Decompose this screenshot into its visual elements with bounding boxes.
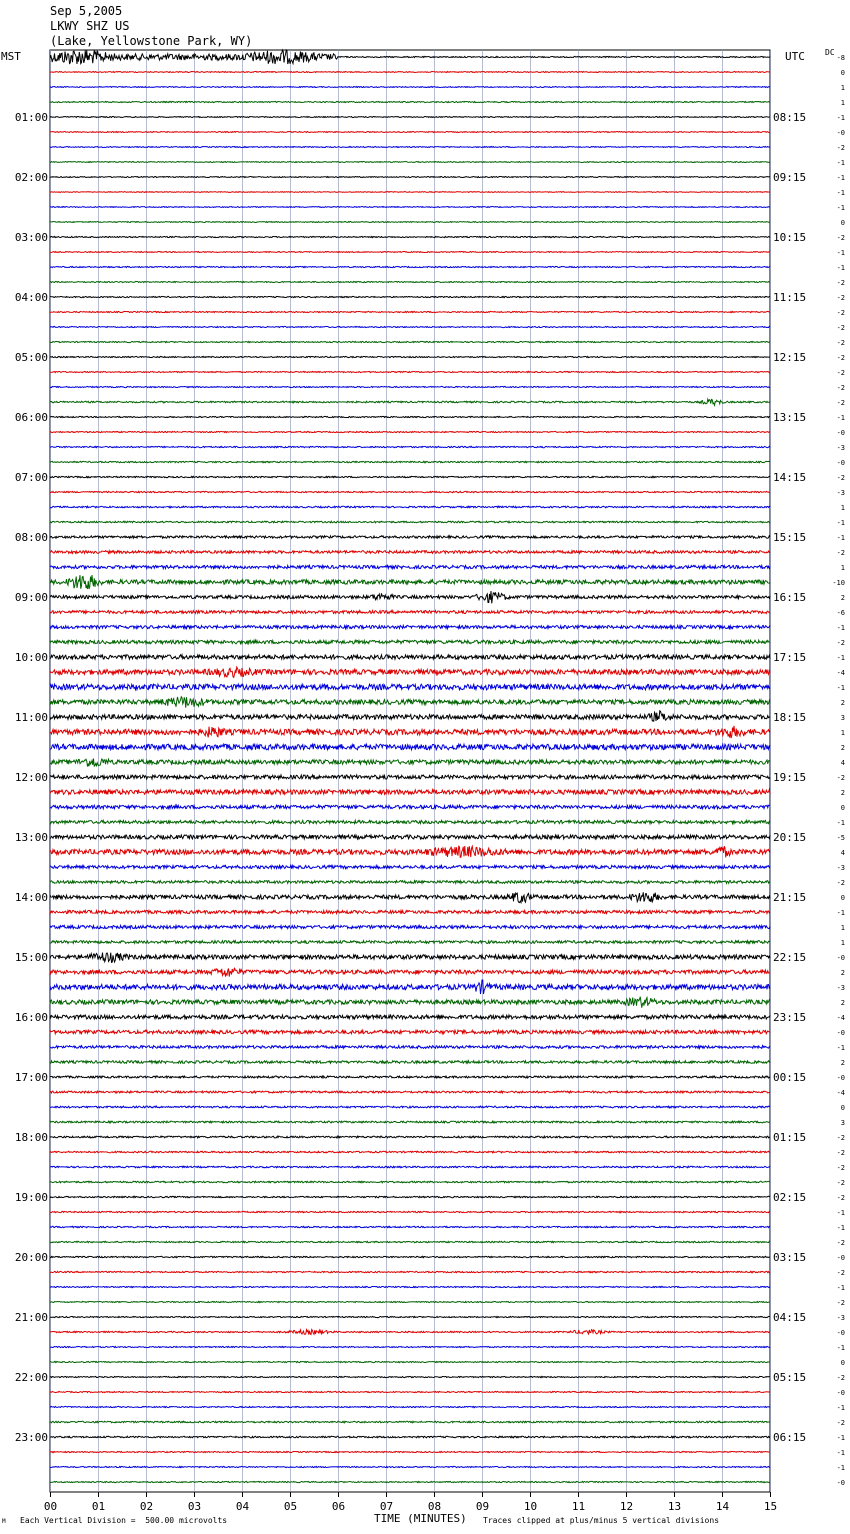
utc-hour-label: 17:15 <box>773 651 807 664</box>
x-tick-label: 13 <box>667 1500 682 1513</box>
mst-hour-label: 17:00 <box>14 1071 48 1084</box>
trace-line <box>50 1061 770 1064</box>
dc-offset-value: -2 <box>836 309 845 317</box>
dc-offset-value: -0 <box>836 129 845 137</box>
dc-offset-value: -2 <box>836 879 845 887</box>
dc-offset-value: -10 <box>832 579 845 587</box>
trace-line <box>50 236 770 237</box>
dc-offset-value: 1 <box>840 924 845 932</box>
scale-note: Each Vertical Division = 500.00 microvolts <box>20 1516 228 1525</box>
utc-hour-label: 01:15 <box>773 1131 807 1144</box>
dc-offset-value: 3 <box>840 1119 845 1127</box>
trace-line <box>50 1406 770 1407</box>
trace-line <box>50 1196 770 1197</box>
dc-offset-value: -2 <box>836 384 845 392</box>
mst-hour-label: 15:00 <box>14 951 48 964</box>
trace-line <box>50 980 770 994</box>
header-station: LKWY SHZ US <box>50 19 130 33</box>
x-tick-label: 00 <box>43 1500 58 1513</box>
dc-offset-value: 1 <box>840 729 845 737</box>
trace-line <box>50 655 770 659</box>
dc-offset-value: -0 <box>836 1479 845 1487</box>
x-tick-label: 15 <box>763 1500 778 1513</box>
dc-offset-value: -0 <box>836 1329 845 1337</box>
dc-offset-value: 2 <box>840 999 845 1007</box>
trace-line <box>50 461 770 462</box>
left-timezone-label: MST <box>1 50 21 63</box>
trace-line <box>50 1015 770 1019</box>
utc-hour-label: 16:15 <box>773 591 807 604</box>
trace-line <box>50 252 770 253</box>
dc-offset-value: -1 <box>836 684 845 692</box>
trace-line <box>50 1030 770 1034</box>
dc-offset-value: -1 <box>836 174 845 182</box>
trace-line <box>50 925 770 928</box>
mst-hour-label: 06:00 <box>14 411 48 424</box>
dc-offset-value: -2 <box>836 339 845 347</box>
trace-line <box>50 1376 770 1377</box>
trace-line <box>50 1211 770 1212</box>
dc-offset-value: 2 <box>840 699 845 707</box>
dc-offset-value: -1 <box>836 264 845 272</box>
dc-offset-value: 2 <box>840 789 845 797</box>
mst-hour-label: 22:00 <box>14 1371 48 1384</box>
mst-hour-label: 05:00 <box>14 351 48 364</box>
x-tick-label: 04 <box>235 1500 250 1513</box>
dc-offset-value: -2 <box>836 1239 845 1247</box>
dc-offset-value: -2 <box>836 774 845 782</box>
trace-line <box>50 281 770 282</box>
trace-line <box>50 711 770 721</box>
trace-line <box>50 1076 770 1078</box>
trace-line <box>50 177 770 178</box>
trace-line <box>50 1106 770 1108</box>
dc-offset-value: -2 <box>836 1134 845 1142</box>
trace-line <box>50 805 770 809</box>
dc-offset-value: -1 <box>836 519 845 527</box>
utc-hour-label: 00:15 <box>773 1071 807 1084</box>
dc-offset-value: -2 <box>836 1419 845 1427</box>
x-tick-label: 12 <box>619 1500 634 1513</box>
dc-offset-value: -2 <box>836 1179 845 1187</box>
trace-line <box>50 1241 770 1242</box>
trace-line <box>50 775 770 779</box>
dc-offset-value: -2 <box>836 399 845 407</box>
dc-offset-value: -0 <box>836 1254 845 1262</box>
dc-offset-value: -1 <box>836 1044 845 1052</box>
trace-line <box>50 892 770 902</box>
mst-hour-label: 11:00 <box>14 711 48 724</box>
trace-line <box>50 1436 770 1438</box>
trace-line <box>50 1361 770 1362</box>
dc-offset-value: -4 <box>836 1014 845 1022</box>
dc-offset-value: -1 <box>836 819 845 827</box>
trace-line <box>50 1166 770 1168</box>
dc-label: DC <box>825 48 835 57</box>
trace-line <box>50 416 770 417</box>
trace-line <box>50 1330 770 1335</box>
trace-line <box>50 1046 770 1049</box>
mst-hour-label: 14:00 <box>14 891 48 904</box>
trace-line <box>50 551 770 554</box>
dc-offset-value: 0 <box>840 219 845 227</box>
utc-hour-label: 18:15 <box>773 711 807 724</box>
dc-offset-value: -6 <box>836 609 845 617</box>
dc-offset-value: -8 <box>836 54 845 62</box>
time-axis <box>44 1492 777 1513</box>
dc-offset-value: -2 <box>836 144 845 152</box>
dc-offset-value: -1 <box>836 909 845 917</box>
trace-line <box>50 1271 770 1272</box>
dc-offset-value: 1 <box>840 939 845 947</box>
trace-line <box>50 881 770 884</box>
dc-offset-value: 3 <box>840 714 845 722</box>
dc-offset-value: -0 <box>836 459 845 467</box>
dc-offset-value: -0 <box>836 954 845 962</box>
dc-offset-value: 2 <box>840 969 845 977</box>
dc-offset-value: -0 <box>836 1029 845 1037</box>
trace-line <box>50 117 770 118</box>
trace-line <box>50 697 770 708</box>
dc-offset-value: 1 <box>840 564 845 572</box>
trace-line <box>50 536 770 538</box>
trace-line <box>50 726 770 738</box>
trace-line <box>50 591 770 603</box>
trace-line <box>50 1136 770 1138</box>
utc-hour-label: 06:15 <box>773 1431 807 1444</box>
dc-offset-value: 4 <box>840 759 845 767</box>
utc-hour-label: 08:15 <box>773 111 807 124</box>
dc-offset-value: -4 <box>836 1089 845 1097</box>
trace-line <box>50 491 770 492</box>
trace-line <box>50 341 770 342</box>
trace-line <box>50 625 770 628</box>
dc-offset-value: -2 <box>836 324 845 332</box>
dc-offset-value: -1 <box>836 1464 845 1472</box>
mst-hour-label: 04:00 <box>14 291 48 304</box>
trace-line <box>50 1391 770 1392</box>
mst-hour-label: 08:00 <box>14 531 48 544</box>
dc-offset-value: -1 <box>836 534 845 542</box>
dc-offset-value: -2 <box>836 1194 845 1202</box>
x-axis-title: TIME (MINUTES) <box>374 1512 467 1525</box>
trace-line <box>50 1151 770 1153</box>
trace-line <box>50 565 770 568</box>
trace-line <box>50 846 770 857</box>
x-tick-label: 14 <box>715 1500 730 1513</box>
mst-hour-label: 07:00 <box>14 471 48 484</box>
mst-hour-label: 10:00 <box>14 651 48 664</box>
x-tick-label: 06 <box>331 1500 346 1513</box>
trace-line <box>50 759 770 767</box>
trace-line <box>50 521 770 523</box>
mst-hour-label: 03:00 <box>14 231 48 244</box>
dc-offset-value: -2 <box>836 549 845 557</box>
trace-line <box>50 941 770 944</box>
dc-offset-value: -4 <box>836 669 845 677</box>
dc-offset-value: -2 <box>836 1374 845 1382</box>
trace-line <box>50 1466 770 1467</box>
utc-hour-label: 19:15 <box>773 771 807 784</box>
utc-hour-label: 02:15 <box>773 1191 807 1204</box>
dc-offset-value: 2 <box>840 1059 845 1067</box>
dc-offset-value: -1 <box>836 189 845 197</box>
x-tick-label: 11 <box>571 1500 586 1513</box>
trace-line <box>50 953 770 963</box>
dc-offset-value: -0 <box>836 429 845 437</box>
utc-hour-label: 21:15 <box>773 891 807 904</box>
dc-offset-value: -1 <box>836 414 845 422</box>
trace-line <box>50 1346 770 1347</box>
trace-line <box>50 611 770 614</box>
trace-line <box>50 1481 770 1482</box>
dc-offset-value: -1 <box>836 1209 845 1217</box>
header-date: Sep 5,2005 <box>50 4 123 18</box>
corner-mark: M <box>2 1518 6 1525</box>
seismic-traces <box>50 50 770 1483</box>
mst-hour-label: 16:00 <box>14 1011 48 1024</box>
mst-hour-label: 21:00 <box>14 1311 48 1324</box>
trace-line <box>50 476 770 477</box>
trace-line <box>50 101 770 102</box>
trace-line <box>50 266 770 267</box>
utc-hour-label: 22:15 <box>773 951 807 964</box>
trace-line <box>50 50 770 64</box>
dc-offset-value: -2 <box>836 294 845 302</box>
dc-offset-value: -5 <box>836 834 845 842</box>
trace-line <box>50 1421 770 1423</box>
trace-line <box>50 667 770 677</box>
dc-offset-value: 1 <box>840 504 845 512</box>
dc-offset-value: -2 <box>836 279 845 287</box>
utc-hour-label: 23:15 <box>773 1011 807 1024</box>
trace-line <box>50 506 770 508</box>
trace-line <box>50 1451 770 1452</box>
trace-line <box>50 1301 770 1302</box>
trace-line <box>50 1121 770 1123</box>
trace-line <box>50 311 770 312</box>
trace-line <box>50 790 770 795</box>
dc-offset-value: -0 <box>836 1074 845 1082</box>
trace-line <box>50 1256 770 1257</box>
dc-offset-value: -3 <box>836 864 845 872</box>
trace-line <box>50 575 770 589</box>
trace-line <box>50 820 770 823</box>
utc-hour-label: 04:15 <box>773 1311 807 1324</box>
dc-offset-labels <box>832 54 845 1487</box>
dc-offset-value: 2 <box>840 594 845 602</box>
trace-line <box>50 431 770 432</box>
trace-line <box>50 207 770 208</box>
utc-hour-label: 15:15 <box>773 531 807 544</box>
mst-hour-label: 01:00 <box>14 111 48 124</box>
dc-offset-value: -2 <box>836 369 845 377</box>
dc-offset-value: -1 <box>836 654 845 662</box>
utc-hour-label: 14:15 <box>773 471 807 484</box>
dc-offset-value: -1 <box>836 624 845 632</box>
dc-offset-value: 1 <box>840 99 845 107</box>
x-tick-label: 10 <box>523 1500 538 1513</box>
trace-line <box>50 192 770 193</box>
dc-offset-value: 1 <box>840 84 845 92</box>
trace-line <box>50 835 770 839</box>
dc-offset-value: 0 <box>840 894 845 902</box>
utc-hour-label: 03:15 <box>773 1251 807 1264</box>
x-tick-label: 02 <box>139 1500 154 1513</box>
trace-line <box>50 640 770 644</box>
trace-line <box>50 399 770 405</box>
mst-hour-label: 18:00 <box>14 1131 48 1144</box>
trace-line <box>50 968 770 977</box>
trace-line <box>50 1316 770 1317</box>
x-tick-label: 07 <box>379 1500 394 1513</box>
dc-offset-value: -2 <box>836 474 845 482</box>
x-tick-label: 01 <box>91 1500 106 1513</box>
utc-hour-label: 20:15 <box>773 831 807 844</box>
trace-line <box>50 87 770 88</box>
dc-offset-value: -2 <box>836 234 845 242</box>
dc-offset-value: -2 <box>836 1299 845 1307</box>
trace-line <box>50 326 770 327</box>
dc-offset-value: -1 <box>836 114 845 122</box>
trace-line <box>50 446 770 447</box>
trace-line <box>50 132 770 133</box>
utc-hour-label: 05:15 <box>773 1371 807 1384</box>
dc-offset-value: -1 <box>836 159 845 167</box>
trace-line <box>50 386 770 387</box>
trace-line <box>50 1181 770 1183</box>
trace-line <box>50 997 770 1008</box>
mst-hour-label: 02:00 <box>14 171 48 184</box>
mst-hour-label: 09:00 <box>14 591 48 604</box>
dc-offset-value: 0 <box>840 69 845 77</box>
x-tick-label: 08 <box>427 1500 442 1513</box>
utc-hour-label: 13:15 <box>773 411 807 424</box>
mst-hour-label: 13:00 <box>14 831 48 844</box>
trace-line <box>50 147 770 148</box>
trace-line <box>50 222 770 223</box>
dc-offset-value: -1 <box>836 1434 845 1442</box>
trace-line <box>50 371 770 372</box>
dc-offset-value: -2 <box>836 639 845 647</box>
dc-offset-value: -1 <box>836 1449 845 1457</box>
dc-offset-value: -3 <box>836 1314 845 1322</box>
right-timezone-label: UTC <box>785 50 805 63</box>
dc-offset-value: 2 <box>840 744 845 752</box>
dc-offset-value: -2 <box>836 1269 845 1277</box>
utc-hour-label: 11:15 <box>773 291 807 304</box>
dc-offset-value: -1 <box>836 1404 845 1412</box>
trace-line <box>50 684 770 690</box>
trace-line <box>50 72 770 73</box>
mst-hour-label: 20:00 <box>14 1251 48 1264</box>
trace-line <box>50 865 770 868</box>
dc-offset-value: -3 <box>836 489 845 497</box>
dc-offset-value: -2 <box>836 1149 845 1157</box>
trace-line <box>50 1286 770 1287</box>
dc-offset-value: -1 <box>836 1224 845 1232</box>
header-location: (Lake, Yellowstone Park, WY) <box>50 34 253 48</box>
dc-offset-value: -1 <box>836 1284 845 1292</box>
dc-offset-value: 4 <box>840 849 845 857</box>
dc-offset-value: 0 <box>840 1104 845 1112</box>
dc-offset-value: 0 <box>840 1359 845 1367</box>
dc-offset-value: -0 <box>836 1389 845 1397</box>
dc-offset-value: -1 <box>836 1344 845 1352</box>
dc-offset-value: -2 <box>836 1164 845 1172</box>
dc-offset-value: -3 <box>836 444 845 452</box>
x-tick-label: 09 <box>475 1500 490 1513</box>
dc-offset-value: -2 <box>836 354 845 362</box>
dc-offset-value: -1 <box>836 204 845 212</box>
utc-hour-label: 12:15 <box>773 351 807 364</box>
x-tick-label: 05 <box>283 1500 298 1513</box>
trace-line <box>50 296 770 297</box>
trace-line <box>50 910 770 913</box>
trace-line <box>50 1226 770 1227</box>
utc-hour-label: 10:15 <box>773 231 807 244</box>
trace-line <box>50 162 770 163</box>
x-tick-label: 03 <box>187 1500 202 1513</box>
dc-offset-value: -3 <box>836 984 845 992</box>
mst-hour-label: 12:00 <box>14 771 48 784</box>
dc-offset-value: -1 <box>836 249 845 257</box>
dc-offset-value: 0 <box>840 804 845 812</box>
trace-line <box>50 356 770 357</box>
mst-hour-label: 19:00 <box>14 1191 48 1204</box>
trace-line <box>50 744 770 750</box>
clip-note: Traces clipped at plus/minus 5 vertical divisions <box>483 1516 720 1525</box>
mst-hour-label: 23:00 <box>14 1431 48 1444</box>
utc-hour-label: 09:15 <box>773 171 807 184</box>
trace-line <box>50 1091 770 1093</box>
